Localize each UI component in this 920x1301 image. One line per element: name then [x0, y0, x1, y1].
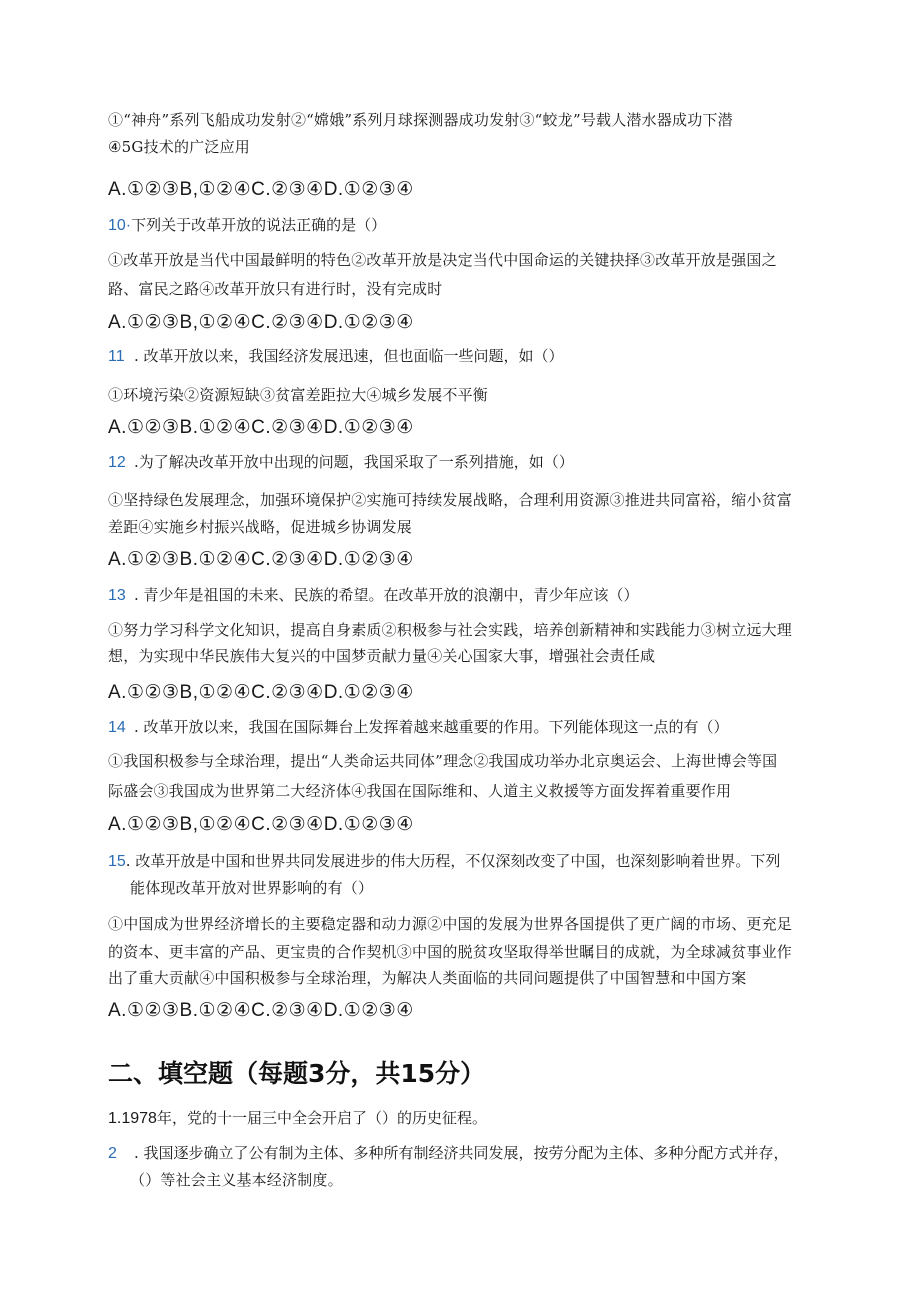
- q12-statement-line-1: ①坚持绿色发展理念，加强环境保护②实施可持续发展战略，合理利用资源③推进共同富裕，缩小贫富: [108, 491, 793, 509]
- q12-stem-text: .为了解决改革开放中出现的问题，我国采取了一系列措施，如（）: [134, 453, 574, 471]
- q15-stem-text: . 改革开放是中国和世界共同发展进步的伟大历程，不仅深刻改变了中国，也深刻影响着世界。下列: [125, 852, 781, 870]
- q14-number: 14: [108, 719, 126, 736]
- q10-statement-line-2: 路、富民之路④改革开放只有进行时，没有完成时: [108, 280, 443, 298]
- q13-statement-line-1: ①努力学习科学文化知识，提高自身素质②积极参与社会实践，培养创新精神和实践能力③树立远大理: [108, 621, 793, 639]
- q15-stem-line-2: 能体现改革开放对世界影响的有（）: [130, 879, 374, 897]
- q13-statement-line-2: 想，为实现中华民族伟大复兴的中国梦贡献力量④关心国家大事，增强社会责任咸: [108, 647, 656, 665]
- fill-2-number: 2: [108, 1145, 117, 1162]
- q15-statement-line-3: 出了重大贡献④中国积极参与全球治理，为解决人类面临的共同问题提供了中国智慧和中国方案: [108, 969, 747, 987]
- q11-statement-line-1: ①环境污染②资源短缺③贫富差距拉大④城乡发展不平衡: [108, 386, 489, 404]
- q13-stem-text: . 青少年是祖国的未来、民族的希望。在改革开放的浪潮中，青少年应该（）: [134, 586, 639, 604]
- section-2-heading: 二、填空题（每题3分，共15分）: [108, 1059, 486, 1088]
- q15-statement-line-1: ①中国成为世界经济增长的主要稳定器和动力源②中国的发展为世界各国提供了更广阔的市场、更充足: [108, 915, 793, 933]
- q11-stem: [108, 346, 564, 367]
- q13-number: 13: [108, 587, 126, 604]
- q14-statement-line-2: 际盛会③我国成为世界第二大经济体④我国在国际维和、人道主义救援等方面发挥着重要作用: [108, 782, 732, 800]
- q13-options: A.①②③B,①②④C.②③④D.①②③④: [108, 682, 414, 703]
- q11-options: A.①②③B.①②④C.②③④D.①②③④: [108, 417, 414, 438]
- q14-statement-line-1: ①我国积极参与全球治理，提出“人类命运共同体”理念②我国成功举办北京奥运会、上海世博会等国: [108, 752, 778, 770]
- q14-stem-text: . 改革开放以来，我国在国际舞台上发挥着越来越重要的作用。下列能体现这一点的有（）: [134, 718, 729, 736]
- q12-options: A.①②③B.①②④C.②③④D.①②③④: [108, 549, 414, 570]
- q9-options: A.①②③B,①②④C.②③④D.①②③④: [108, 179, 414, 200]
- q12-stem: [108, 452, 574, 473]
- q10-stem-text: 下列关于改革开放的说法正确的是（）: [131, 216, 387, 234]
- q15-number: 15: [108, 853, 126, 870]
- q12-number: 12: [108, 454, 126, 471]
- fill-1: [108, 1108, 487, 1129]
- q15-options: A.①②③B.①②④C.②③④D.①②③④: [108, 1000, 414, 1021]
- q13-stem: [108, 585, 639, 606]
- fill-2: [108, 1143, 789, 1164]
- q15-stem: [108, 851, 780, 872]
- q14-stem: [108, 717, 729, 738]
- q10-number: 10·: [108, 217, 132, 234]
- fill-1-number: 1.1978: [108, 1110, 157, 1127]
- q15-statement-line-2: 的资本、更丰富的产品、更宝贵的合作契机③中国的脱贫攻坚取得举世瞩目的成就，为全球减贫事业作: [108, 943, 793, 961]
- fill-1-text: 年，党的十一届三中全会开启了（）的历史征程。: [156, 1109, 487, 1127]
- q11-stem-text: . 改革开放以来，我国经济发展迅速，但也面临一些问题，如（）: [134, 347, 564, 365]
- q10-statement-line-1: ①改革开放是当代中国最鲜明的特色②改革开放是决定当代中国命运的关键抉择③改革开放是强国之: [108, 251, 777, 269]
- q9-statement-line-1: ①“神舟”系列飞船成功发射②“嫦娥”系列月球探测器成功发射③“蛟龙”号载人潜水器成功下潜: [108, 111, 733, 129]
- fill-2-text-line-2: （）等社会主义基本经济制度。: [130, 1171, 343, 1189]
- q11-number: 11: [108, 348, 125, 365]
- q14-options: A.①②③B,①②④C.②③④D.①②③④: [108, 814, 414, 835]
- q10-stem: [108, 215, 386, 236]
- q10-options: A.①②③B,①②④C.②③④D.①②③④: [108, 312, 414, 333]
- q12-statement-line-2: 差距④实施乡村振兴战略，促进城乡协调发展: [108, 518, 413, 536]
- fill-2-text: . 我国逐步确立了公有制为主体、多种所有制经济共同发展，按劳分配为主体、多种分配方式并存，: [134, 1144, 789, 1162]
- q9-statement-line-2: ④5G技术的广泛应用: [108, 138, 250, 156]
